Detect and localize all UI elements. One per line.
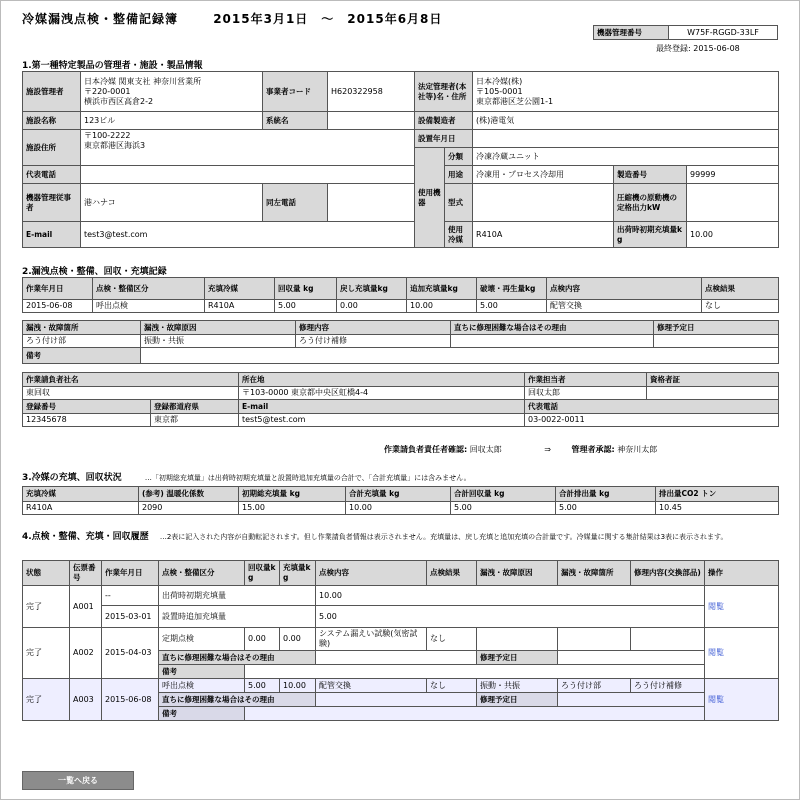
a002-no: A002	[70, 628, 102, 679]
back-to-list-button[interactable]: 一覧へ戻る	[22, 771, 134, 790]
approval-line	[384, 444, 657, 455]
s2-email: test5@test.com	[239, 414, 525, 427]
arrow-icon: ⇒	[544, 445, 551, 454]
maker-label: 設備製造者	[415, 112, 473, 130]
equipment-id-label: 機器管理番号	[594, 26, 669, 40]
s2-col-email: E-mail	[239, 400, 525, 414]
legal-label: 法定管理者(本社等)名・住所	[415, 72, 473, 112]
manager-value: 日本冷媒 関東支社 神奈川営業所 〒220-0001 横浜市西区高倉2-2	[81, 72, 263, 112]
use-value: 冷凍用・プロセス冷却用	[473, 166, 614, 184]
s3-col-fill: 合計充填量 kg	[346, 487, 451, 502]
serial-value: 99999	[687, 166, 779, 184]
s3-col-gwp: (参考) 温暖化係数	[139, 487, 239, 502]
s2-returned: 0.00	[337, 300, 407, 313]
a002-view-link[interactable]: 閲覧	[705, 628, 779, 679]
section3-title: 3.冷媒の充填、回収状況	[22, 473, 122, 483]
section4-heading	[22, 532, 778, 543]
s3-initial: 15.00	[239, 502, 346, 515]
a002-place	[558, 628, 631, 651]
s2-reason	[451, 335, 654, 348]
a002-status: 完了	[23, 628, 70, 679]
s2-recovered: 5.00	[275, 300, 337, 313]
confirm-value: 回収太郎	[469, 445, 502, 454]
s2-col-returned: 戻し充填量kg	[337, 278, 407, 300]
h-col-date: 作業年月日	[102, 561, 159, 586]
s2-col-phone: 代表電話	[525, 400, 779, 414]
s2-col-worker: 作業担当者	[525, 373, 647, 387]
staff-value: 港ハナコ	[81, 184, 263, 222]
manager-label: 施設管理者	[23, 72, 81, 112]
h-col-cause: 漏洩・故障原因	[477, 561, 558, 586]
last-login	[656, 43, 740, 54]
a003-status: 完了	[23, 679, 70, 721]
section4-title: 4.点検・整備、充填・回収履歴	[22, 532, 149, 542]
section2-table-3	[22, 372, 779, 427]
s2-reg-no: 12345678	[23, 414, 151, 427]
s2-col-repair: 修理内容	[296, 321, 451, 335]
s2-repair: ろう付け補修	[296, 335, 451, 348]
a002-repair-date	[558, 651, 705, 665]
a002-recovered: 0.00	[245, 628, 280, 651]
s2-prefecture: 東京都	[151, 414, 239, 427]
a003-reason	[316, 693, 477, 707]
s2-worker: 回収太郎	[525, 387, 647, 400]
a003-content: 配管交換	[316, 679, 427, 693]
s2-col-leak-cause: 漏洩・故障原因	[141, 321, 296, 335]
class-label: 分類	[445, 148, 473, 166]
a003-date: 2015-06-08	[102, 679, 159, 721]
a003-view-link[interactable]: 閲覧	[705, 679, 779, 721]
a002-remarks-label: 備考	[159, 665, 245, 679]
equipment-id-value: W75F-RGGD-33LF	[669, 26, 778, 40]
s2-contractor: 東回収	[23, 387, 239, 400]
h-col-place: 漏洩・故障箇所	[558, 561, 631, 586]
a003-reason-label: 直ちに修理困難な場合はその理由	[159, 693, 316, 707]
address-label: 施設住所	[23, 130, 81, 166]
section4-note: …2表に記入された内容が自動転記されます。但し作業請負者情報は表示されません。充填量は、戻し充填と追加充填の合計量です。冷媒量に関する集計結果は3表に表示されます。	[159, 533, 728, 541]
s2-col-date: 作業年月日	[23, 278, 93, 300]
a003-result: なし	[427, 679, 477, 693]
initial-fill-label: 出荷時初期充填量kg	[614, 222, 687, 248]
a002-reason	[316, 651, 477, 665]
a003-recovered: 5.00	[245, 679, 280, 693]
a003-repair: ろう付け補修	[631, 679, 705, 693]
approve-value: 神奈川太郎	[617, 445, 658, 454]
s2-col-refrigerant: 充填冷媒	[205, 278, 275, 300]
equipment-label: 使用機器	[415, 148, 445, 248]
section3-heading	[22, 470, 471, 483]
s2-added: 10.00	[407, 300, 477, 313]
s3-co2: 10.45	[656, 502, 779, 515]
s2-refrigerant: R410A	[205, 300, 275, 313]
confirm-label: 作業請負者責任者確認:	[384, 445, 468, 454]
s2-col-leak-place: 漏洩・故障箇所	[23, 321, 141, 335]
a001-date1: --	[102, 586, 159, 606]
use-label: 用途	[445, 166, 473, 184]
system-name-value	[328, 112, 415, 130]
s3-emission: 5.00	[556, 502, 656, 515]
s2-col-contractor: 作業請負者社名	[23, 373, 239, 387]
page-title	[22, 10, 442, 27]
s3-recovered: 5.00	[451, 502, 556, 515]
h-col-type: 点検・整備区分	[159, 561, 245, 586]
a003-type: 呼出点検	[159, 679, 245, 693]
a002-repair-date-label: 修理予定日	[477, 651, 558, 665]
email-label: E-mail	[23, 222, 81, 248]
section1-heading: 1.第一種特定製品の管理者・施設・製品情報	[22, 61, 203, 71]
h-col-recovered: 回収量kg	[245, 561, 280, 586]
a003-repair-date	[558, 693, 705, 707]
approve-label: 管理者承認:	[571, 445, 615, 454]
a002-content: システム漏えい試験(気密試験)	[316, 628, 427, 651]
s2-date: 2015-06-08	[23, 300, 93, 313]
phone-label: 代表電話	[23, 166, 81, 184]
s2-col-prefecture: 登録都道府県	[151, 400, 239, 414]
s2-remarks-label: 備考	[23, 348, 141, 364]
period-text: 2015年3月1日 〜 2015年6月8日	[213, 12, 443, 26]
s2-destroyed: 5.00	[477, 300, 547, 313]
section2-table-1	[22, 277, 779, 313]
s3-refrigerant: R410A	[23, 502, 139, 515]
s2-content: 配管交換	[547, 300, 702, 313]
facility-name-label: 施設名称	[23, 112, 81, 130]
staff-phone-label: 同左電話	[263, 184, 328, 222]
a001-type2: 設置時追加充填量	[159, 606, 316, 628]
staff-phone-value	[328, 184, 415, 222]
s2-col-reason: 直ちに修理困難な場合はその理由	[451, 321, 654, 335]
a001-fill1: 10.00	[316, 586, 705, 606]
title-text: 冷媒漏洩点検・整備記録簿	[22, 12, 179, 26]
a002-reason-label: 直ちに修理困難な場合はその理由	[159, 651, 316, 665]
table-row	[23, 606, 779, 628]
s2-remarks	[141, 348, 779, 364]
a002-fill: 0.00	[280, 628, 316, 651]
email-value: test3@test.com	[81, 222, 415, 248]
s3-col-recovered: 合計回収量 kg	[451, 487, 556, 502]
s2-col-reg-no: 登録番号	[23, 400, 151, 414]
s2-col-added: 追加充填量kg	[407, 278, 477, 300]
facility-name-value: 123ビル	[81, 112, 263, 130]
s3-col-refrigerant: 充填冷媒	[23, 487, 139, 502]
a003-no: A003	[70, 679, 102, 721]
serial-label: 製造番号	[614, 166, 687, 184]
h-col-action: 操作	[705, 561, 779, 586]
refrigerant-label: 使用冷媒	[445, 222, 473, 248]
h-col-slip: 伝票番号	[70, 561, 102, 586]
s2-phone: 03-0022-0011	[525, 414, 779, 427]
h-col-repair: 修理内容(交換部品)	[631, 561, 705, 586]
a003-remarks	[245, 707, 705, 721]
a001-no: A001	[70, 586, 102, 628]
last-login-label: 最終登録:	[656, 44, 691, 53]
table-row	[23, 628, 779, 651]
a001-fill2: 5.00	[316, 606, 705, 628]
section2-heading: 2.漏洩点検・整備、回収・充填記録	[22, 267, 167, 277]
model-label: 型式	[445, 184, 473, 222]
h-col-content: 点検内容	[316, 561, 427, 586]
initial-fill-value: 10.00	[687, 222, 779, 248]
history-table	[22, 560, 779, 721]
s3-col-emission: 合計排出量 kg	[556, 487, 656, 502]
s2-col-recovered: 回収量 kg	[275, 278, 337, 300]
phone-value	[81, 166, 415, 184]
model-value	[473, 184, 614, 222]
a002-type: 定期点検	[159, 628, 245, 651]
a001-type1: 出荷時初期充填量	[159, 586, 316, 606]
system-name-label: 系統名	[263, 112, 328, 130]
s2-leak-cause: 振動・共振	[141, 335, 296, 348]
h-col-status: 状態	[23, 561, 70, 586]
a002-date: 2015-04-03	[102, 628, 159, 679]
a003-repair-date-label: 修理予定日	[477, 693, 558, 707]
a003-fill: 10.00	[280, 679, 316, 693]
staff-label: 機器管理従事者	[23, 184, 81, 222]
s2-col-location: 所在地	[239, 373, 525, 387]
section2-table-2	[22, 320, 779, 364]
s2-col-destroyed: 破壊・再生量kg	[477, 278, 547, 300]
s2-result: なし	[702, 300, 779, 313]
table-row	[23, 586, 779, 606]
s2-type: 呼出点検	[93, 300, 205, 313]
biz-code-value: H620322958	[328, 72, 415, 112]
s3-col-co2: 排出量CO2 トン	[656, 487, 779, 502]
install-value	[473, 130, 779, 148]
a003-place: ろう付け部	[558, 679, 631, 693]
a003-cause: 振動・共振	[477, 679, 558, 693]
a003-remarks-label: 備考	[159, 707, 245, 721]
a001-view-link[interactable]: 閲覧	[705, 586, 779, 628]
section1-table	[22, 71, 779, 248]
s3-col-initial: 初期総充填量 kg	[239, 487, 346, 502]
s2-col-repair-date: 修理予定日	[654, 321, 779, 335]
s2-col-content: 点検内容	[547, 278, 702, 300]
last-login-value: 2015-06-08	[693, 44, 740, 53]
refrigerant-value: R410A	[473, 222, 614, 248]
s3-gwp: 2090	[139, 502, 239, 515]
legal-value: 日本冷媒(株) 〒105-0001 東京都港区芝公園1-1	[473, 72, 779, 112]
s2-license	[647, 387, 779, 400]
maker-value: (株)港電気	[473, 112, 779, 130]
biz-code-label: 事業者コード	[263, 72, 328, 112]
a002-result: なし	[427, 628, 477, 651]
compressor-label: 圧縮機の原動機の定格出力kW	[614, 184, 687, 222]
table-row	[23, 679, 779, 693]
address-value: 〒100-2222 東京都港区海浜3	[81, 130, 415, 166]
section3-table	[22, 486, 779, 515]
a001-status: 完了	[23, 586, 70, 628]
s2-repair-date	[654, 335, 779, 348]
h-col-result: 点検結果	[427, 561, 477, 586]
a002-cause	[477, 628, 558, 651]
s2-location: 〒103-0000 東京都中央区虹橋4-4	[239, 387, 525, 400]
compressor-value	[687, 184, 779, 222]
s2-col-license: 資格者証	[647, 373, 779, 387]
a001-date2: 2015-03-01	[102, 606, 159, 628]
s2-col-type: 点検・整備区分	[93, 278, 205, 300]
s3-fill: 10.00	[346, 502, 451, 515]
section3-note: …「初期総充填量」は出荷時初期充填量と設置時追加充填量の合計で、「合計充填量」には含みません。	[144, 474, 471, 482]
s2-leak-place: ろう付け部	[23, 335, 141, 348]
equipment-id-box	[593, 25, 778, 40]
a002-remarks	[245, 665, 705, 679]
class-value: 冷凍冷蔵ユニット	[473, 148, 779, 166]
a002-repair	[631, 628, 705, 651]
h-col-fill: 充填量kg	[280, 561, 316, 586]
install-label: 設置年月日	[415, 130, 473, 148]
s2-col-result: 点検結果	[702, 278, 779, 300]
